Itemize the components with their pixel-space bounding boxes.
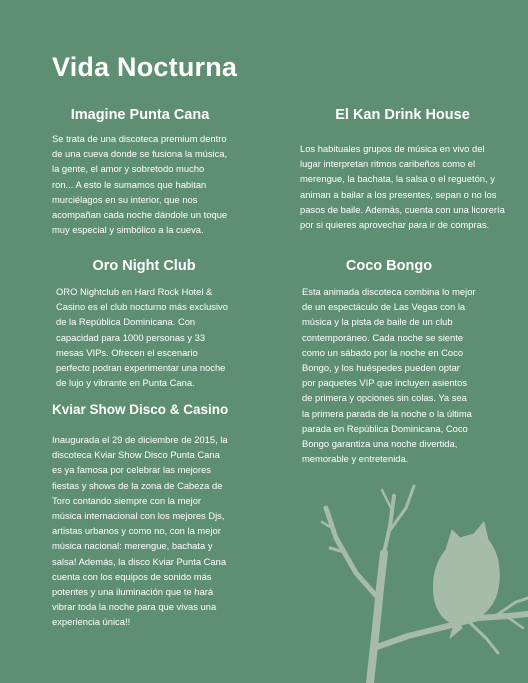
section-title: El Kan Drink House bbox=[335, 107, 470, 123]
section-coco-bongo bbox=[302, 258, 476, 466]
page-title: Vida Nocturna bbox=[52, 52, 238, 82]
owl-on-branch-icon bbox=[318, 478, 528, 683]
section-title: Oro Night Club bbox=[92, 258, 196, 274]
section-oro-night-club bbox=[56, 258, 232, 390]
section-text: Esta animada discoteca combina lo mejor de un espectáculo de Las Vegas con la música y la pista de baile de un club contemporáneo. Cada noche se siente como un sábado por la noche en Coco Bongo, y los huéspedes pueden optar por paquetes VIP que incluyen asientos de primera y opciones sin colas. Ya sea la primera parada de la noche o la última parada en República Dominicana, Coco Bongo garantiza una noche divertida, memorable y entretenida. bbox=[302, 286, 476, 465]
section-title: Coco Bongo bbox=[345, 258, 433, 274]
section-text: Los habituales grupos de música en vivo del lugar interpretan ritmos caribeños como el merengue, la bachata, la salsa o el reguetón, y animan a bailar a los presentes, sepan o no los pasos de baile. Además, cuenta con una licorería por si quieres aprovechar para ir de compras. bbox=[300, 143, 505, 231]
section-title: Imagine Punta Cana bbox=[70, 107, 210, 123]
section-text: Inaugurada el 29 de diciembre de 2015, la discoteca Kviar Show Disco Punta Cana es ya famosa por celebrar las mejores fiestas y shows de la zona de Cabeza de Toro contando siempre con la mejor música internacional con los mejores Djs, artistas urbanos y como no, con la mejor música nacional: merengue, bachata y salsa! Además, la disco Kviar Punta Cana cuenta con los equipos de sonido más potentes y una iluminación que te hará vibrar toda la noche para que vivas una experiencia única!! bbox=[52, 434, 228, 628]
section-text: Se trata de una discoteca premium dentro de una cueva donde se fusiona la música, la gente, el amor y sobretodo mucho ron... A esto le sumamos que habitan murciélagos en su interior, que nos acompañan cada noche dándole un toque muy especial y simbólico a la cueva. bbox=[52, 133, 228, 236]
section-kviar-show bbox=[52, 402, 228, 630]
section-title: Kviar Show Disco & Casino bbox=[52, 402, 229, 417]
section-el-kan-drink-house bbox=[300, 107, 505, 232]
section-text: ORO Nightclub en Hard Rock Hotel & Casino es el club nocturno más exclusivo de la República Dominicana. Con capacidad para 1000 personas y 33 mesas VIPs. Ofrecen el escenario perfecto podran experimentar una noche de lujo y vibrante en Punta Cana. bbox=[56, 286, 228, 389]
section-imagine-punta-cana bbox=[52, 107, 228, 237]
